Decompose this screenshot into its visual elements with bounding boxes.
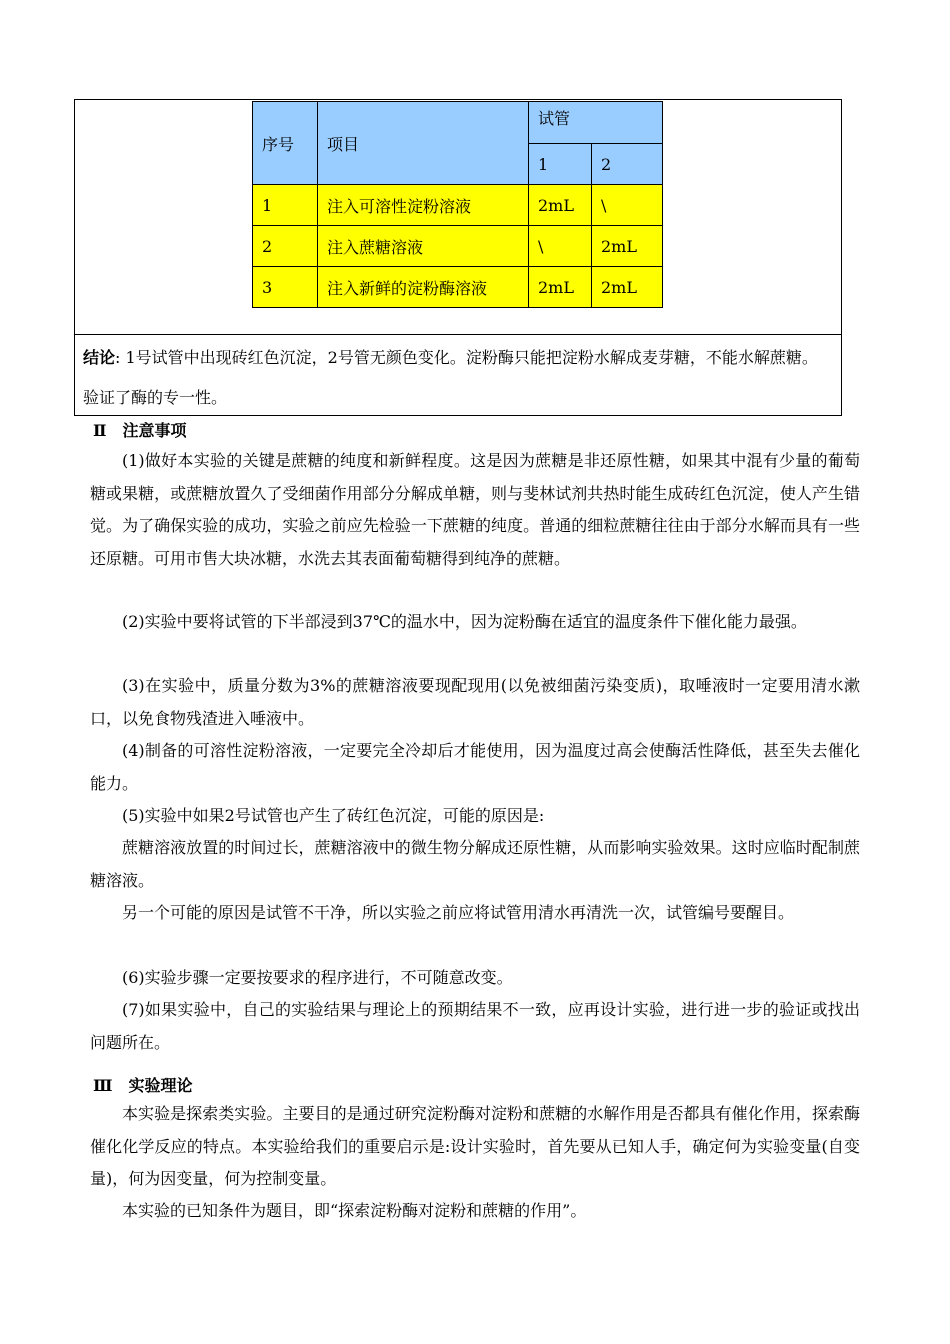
- cell-seq: 3: [253, 267, 318, 308]
- paragraph: (3)在实验中，质量分数为3%的蔗糖溶液要现配现用(以免被细菌污染变质)，取唾液时一定要用清水漱口，以免食物残渣进入唾液中。: [90, 676, 860, 728]
- cell-seq: 2: [253, 226, 318, 267]
- cell-item: 注入蔗糖溶液: [318, 226, 529, 267]
- section-title-theory: Ⅲ 实验理论: [93, 1076, 193, 1095]
- cell-item: 注入可溶性淀粉溶液: [318, 185, 529, 226]
- header-tube: 试管: [529, 102, 663, 144]
- cell-tube-2: 2mL: [592, 226, 663, 267]
- paragraph: (2)实验中要将试管的下半部浸到37℃的温水中，因为淀粉酶在适宜的温度条件下催化能力最强。: [122, 612, 807, 631]
- header-tube-1: 1: [529, 144, 592, 185]
- table-row: [253, 185, 663, 226]
- table-row: [253, 226, 663, 267]
- paragraph: 本实验是探索类实验。主要目的是通过研究淀粉酶对淀粉和蔗糖的水解作用是否都具有催化作用，探索酶催化化学反应的特点。本实验给我们的重要启示是:设计实验时，首先要从已知人手，确定何为实验变量(自变量)，何为因变量，何为控制变量。: [90, 1104, 860, 1188]
- paragraph: (5)实验中如果2号试管也产生了砖红色沉淀，可能的原因是:: [122, 806, 545, 825]
- header-seq: 序号: [253, 102, 318, 185]
- paragraph: (4)制备的可溶性淀粉溶液，一定要完全冷却后才能使用，因为温度过高会使酶活性降低，甚至失去催化能力。: [90, 741, 860, 793]
- cell-item: 注入新鲜的淀粉酶溶液: [318, 267, 529, 308]
- experiment-table: [252, 101, 663, 308]
- cell-tube-1: \: [529, 226, 592, 267]
- cell-tube-2: \: [592, 185, 663, 226]
- section-title-notes: Ⅱ 注意事项: [93, 421, 187, 440]
- paragraph: 另一个可能的原因是试管不干净，所以实验之前应将试管用清水再清洗一次，试管编号要醒目。: [122, 903, 795, 922]
- table-row: [253, 267, 663, 308]
- header-item: 项目: [318, 102, 529, 185]
- cell-tube-1: 2mL: [529, 267, 592, 308]
- conclusion-label: 结论: [83, 348, 116, 367]
- cell-tube-2: 2mL: [592, 267, 663, 308]
- experiment-box: [74, 99, 842, 416]
- cell-seq: 1: [253, 185, 318, 226]
- paragraph: 蔗糖溶液放置的时间过长，蔗糖溶液中的微生物分解成还原性糖，从而影响实验效果。这时应临时配制蔗糖溶液。: [90, 838, 860, 890]
- paragraph: (6)实验步骤一定要按要求的程序进行，不可随意改变。: [122, 968, 513, 987]
- header-tube-2: 2: [592, 144, 663, 185]
- box-divider: [75, 334, 841, 335]
- cell-tube-1: 2mL: [529, 185, 592, 226]
- conclusion: [83, 338, 831, 418]
- paragraph: (7)如果实验中，自己的实验结果与理论上的预期结果不一致，应再设计实验，进行进一步的验证或找出问题所在。: [90, 1000, 860, 1052]
- paragraph: 本实验的已知条件为题目，即“探索淀粉酶对淀粉和蔗糖的作用”。: [122, 1201, 587, 1220]
- conclusion-text: : 1号试管中出现砖红色沉淀，2号管无颜色变化。淀粉酶只能把淀粉水解成麦芽糖，不能水解蔗糖。验证了酶的专一性。: [83, 348, 818, 407]
- paragraph: (1)做好本实验的关键是蔗糖的纯度和新鲜程度。这是因为蔗糖是非还原性糖，如果其中混有少量的葡萄糖或果糖，或蔗糖放置久了受细菌作用部分分解成单糖，则与斐林试剂共热时能生成砖红色沉淀，使人产生错觉。为了确保实验的成功，实验之前应先检验一下蔗糖的纯度。普通的细粒蔗糖往往由于部分水解而具有一些还原糖。可用市售大块冰糖，水洗去其表面葡萄糖得到纯净的蔗糖。: [90, 451, 860, 568]
